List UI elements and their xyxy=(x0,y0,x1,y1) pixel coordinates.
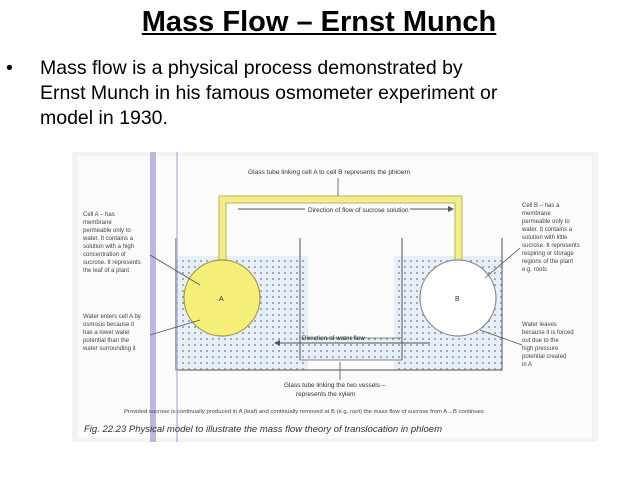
figure-caption: Fig. 22.23 Physical model to illustrate the mass flow theory of translocation in phloem xyxy=(84,424,443,435)
cell-b-note-line: solution with little xyxy=(522,235,568,241)
cell-b-note-line: Cell B – has a xyxy=(522,203,560,209)
water-enters-line: has a lower water xyxy=(83,330,131,336)
xylem-label-line: Glass tube linking the two vessels – xyxy=(284,382,386,389)
cell-a-letter: A xyxy=(219,296,224,303)
sucrose-flow-label: Direction of flow of sucrose solution xyxy=(308,207,409,214)
cell-a-note-line: permeable only to xyxy=(83,228,131,234)
cell-a-note-line: concentration of xyxy=(83,252,126,258)
slide-title: Mass Flow – Ernst Munch xyxy=(141,6,497,38)
purple-line-left xyxy=(150,152,156,442)
cell-b-note-line: sucrose. It represents xyxy=(522,243,580,249)
bullet-line-1: Mass flow is a physical process demonstrated by xyxy=(40,57,463,79)
water-leaves-line: in A xyxy=(522,362,533,368)
water-leaves-line: because it is forced xyxy=(522,330,574,336)
water-enters-line: water surrounding it xyxy=(83,346,136,352)
cell-b-note-line: permeable only to xyxy=(522,219,570,225)
cell-b-note-line: regions of the plant xyxy=(522,259,574,265)
water-leaves-line: high pressure xyxy=(522,346,559,352)
cell-b-note-line: respiring or storage xyxy=(522,251,574,257)
water-leaves-line: Water leaves xyxy=(522,322,557,328)
water-flow-label: Direction of water flow xyxy=(302,335,365,342)
phloem-tube-label: Glass tube linking cell A to cell B represents the phloem xyxy=(248,169,411,176)
cell-b-note-line: e.g. roots xyxy=(522,267,548,273)
bullet-line-3: model in 1930. xyxy=(40,107,168,129)
cell-b-note-line: membrane xyxy=(522,211,551,217)
bullet-marker: • xyxy=(6,57,13,79)
cell-a-note-line: membrane xyxy=(83,220,112,226)
water-enters-line: potential than the xyxy=(83,338,130,344)
cell-b-letter: B xyxy=(455,296,460,303)
cell-b-note-line: water. It contains a xyxy=(522,227,573,233)
cell-a-note-line: sucrose. It represents xyxy=(83,260,141,266)
purple-line-right xyxy=(176,152,178,442)
water-leaves-line: out due to the xyxy=(522,338,559,344)
cell-a-note-line: solution with a high xyxy=(83,244,135,250)
cell-a-note-line: the leaf of a plant xyxy=(83,268,130,274)
xylem-label-line: represents the xylem xyxy=(296,391,356,398)
cell-a-note-line: water. It contains a xyxy=(83,236,134,242)
water-enters-line: osmosis because it xyxy=(83,322,135,328)
figure-footnote: Provided sucrose is continually produced in A (leaf) and continually removed at B (e.g. root) the mass flow of sucrose from A→B continues xyxy=(124,409,484,415)
bullet-line-2: Ernst Munch in his famous osmometer experiment or xyxy=(40,82,498,104)
water-enters-line: Water enters cell A by xyxy=(83,314,141,320)
water-leaves-line: potential created xyxy=(522,354,567,360)
cell-a-note-line: Cell A – has xyxy=(83,212,115,218)
